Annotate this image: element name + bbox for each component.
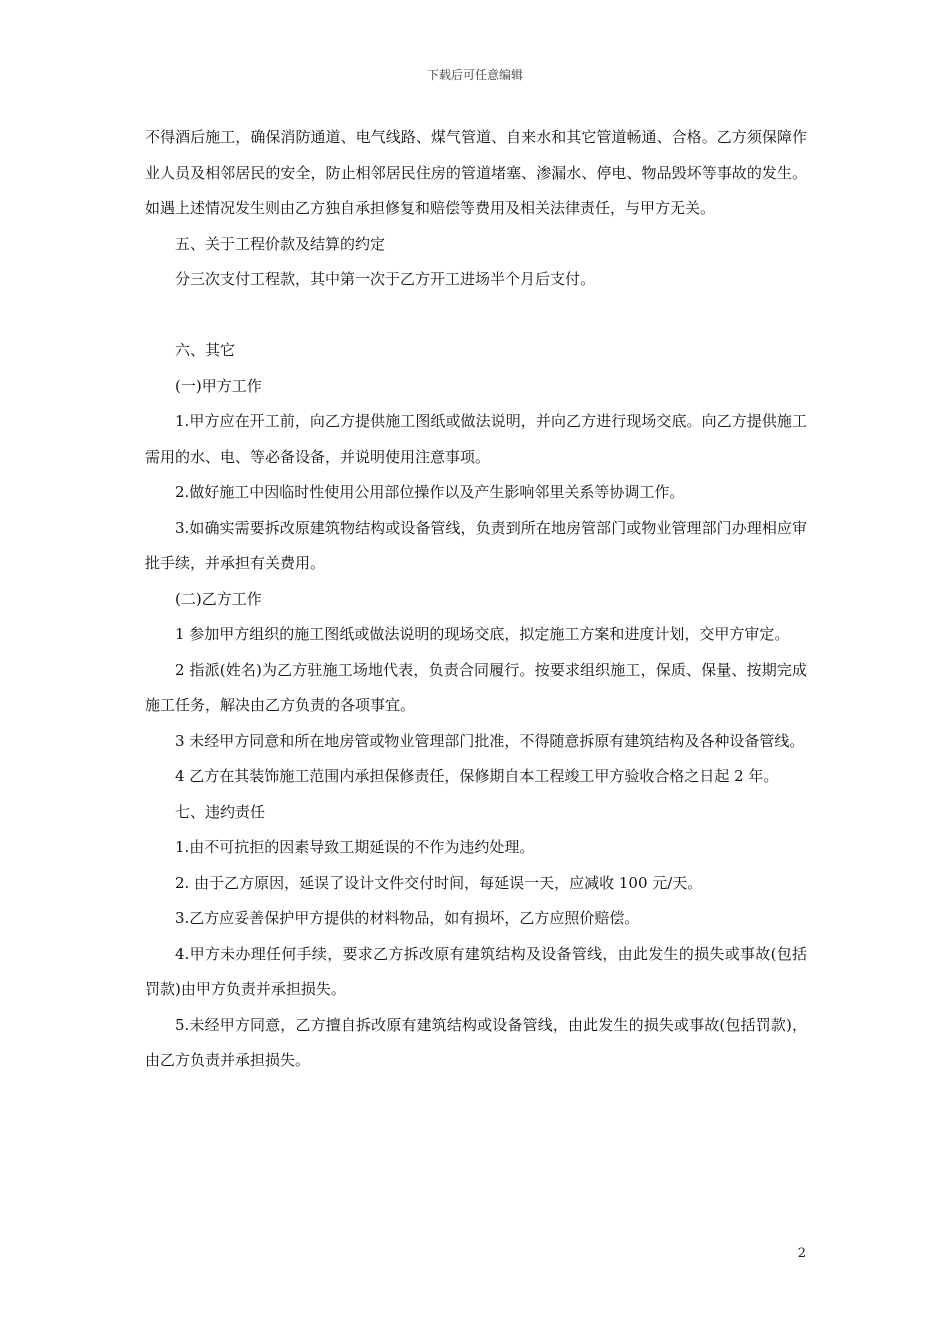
- paragraph: 1 参加甲方组织的施工图纸或做法说明的现场交底，拟定施工方案和进度计划，交甲方审定。: [175, 625, 790, 643]
- paragraph: 1.由不可抗拒的因素导致工期延误的不作为违约处理。: [175, 838, 535, 856]
- paragraph: 七、违约责任: [175, 802, 266, 821]
- document-body: [145, 120, 807, 1079]
- paragraph: 五、关于工程价款及结算的约定: [175, 234, 386, 253]
- paragraph: 4.甲方未办理任何手续，要求乙方拆改原有建筑结构及设备管线，由此发生的损失或事故(包括罚款)由甲方负责并承担损失。: [145, 944, 807, 998]
- paragraph: 2 指派(姓名)为乙方驻施工场地代表，负责合同履行。按要求组织施工，保质、保量、按期完成施工任务，解决由乙方负责的各项事宜。: [145, 660, 807, 714]
- page-header: 下载后可任意编辑: [426, 68, 523, 82]
- paragraph: 不得酒后施工，确保消防通道、电气线路、煤气管道、自来水和其它管道畅通、合格。乙方须保障作业人员及相邻居民的安全，防止相邻居民住房的管道堵塞、渗漏水、停电、物品毁坏等事故的发生。如遇上述情况发生则由乙方独自承担修复和赔偿等费用及相关法律责任，与甲方无关。: [145, 128, 807, 217]
- page-number: 2: [797, 1246, 806, 1261]
- paragraph: 1.甲方应在开工前，向乙方提供施工图纸或做法说明，并向乙方进行现场交底。向乙方提供施工需用的水、电、等必备设备，并说明使用注意事项。: [145, 412, 807, 466]
- paragraph: 5.未经甲方同意，乙方擅自拆改原有建筑结构或设备管线，由此发生的损失或事故(包括罚款)，由乙方负责并承担损失。: [145, 1015, 807, 1069]
- paragraph: 2. 由于乙方原因，延误了设计文件交付时间，每延误一天，应减收 100 元/天。: [175, 873, 703, 892]
- paragraph: 六、其它: [175, 341, 236, 359]
- paragraph: 4 乙方在其装饰施工范围内承担保修责任，保修期自本工程竣工甲方验收合格之日起 2 年。: [175, 767, 779, 785]
- paragraph: 3 未经甲方同意和所在地房管或物业管理部门批准，不得随意拆原有建筑结构及各种设备管线。: [175, 731, 805, 750]
- paragraph: 2.做好施工中因临时性使用公用部位操作以及产生影响邻里关系等协调工作。: [175, 483, 685, 501]
- blank-line: [145, 298, 807, 334]
- paragraph: 分三次支付工程款，其中第一次于乙方开工进场半个月后支付。: [175, 270, 596, 288]
- paragraph: (二)乙方工作: [175, 589, 262, 608]
- paragraph: 3.乙方应妥善保护甲方提供的材料物品，如有损坏，乙方应照价赔偿。: [175, 909, 640, 927]
- paragraph: 3.如确实需要拆改原建筑物结构或设备管线，负责到所在地房管部门或物业管理部门办理相应审批手续，并承担有关费用。: [145, 518, 807, 572]
- paragraph: (一)甲方工作: [175, 376, 262, 395]
